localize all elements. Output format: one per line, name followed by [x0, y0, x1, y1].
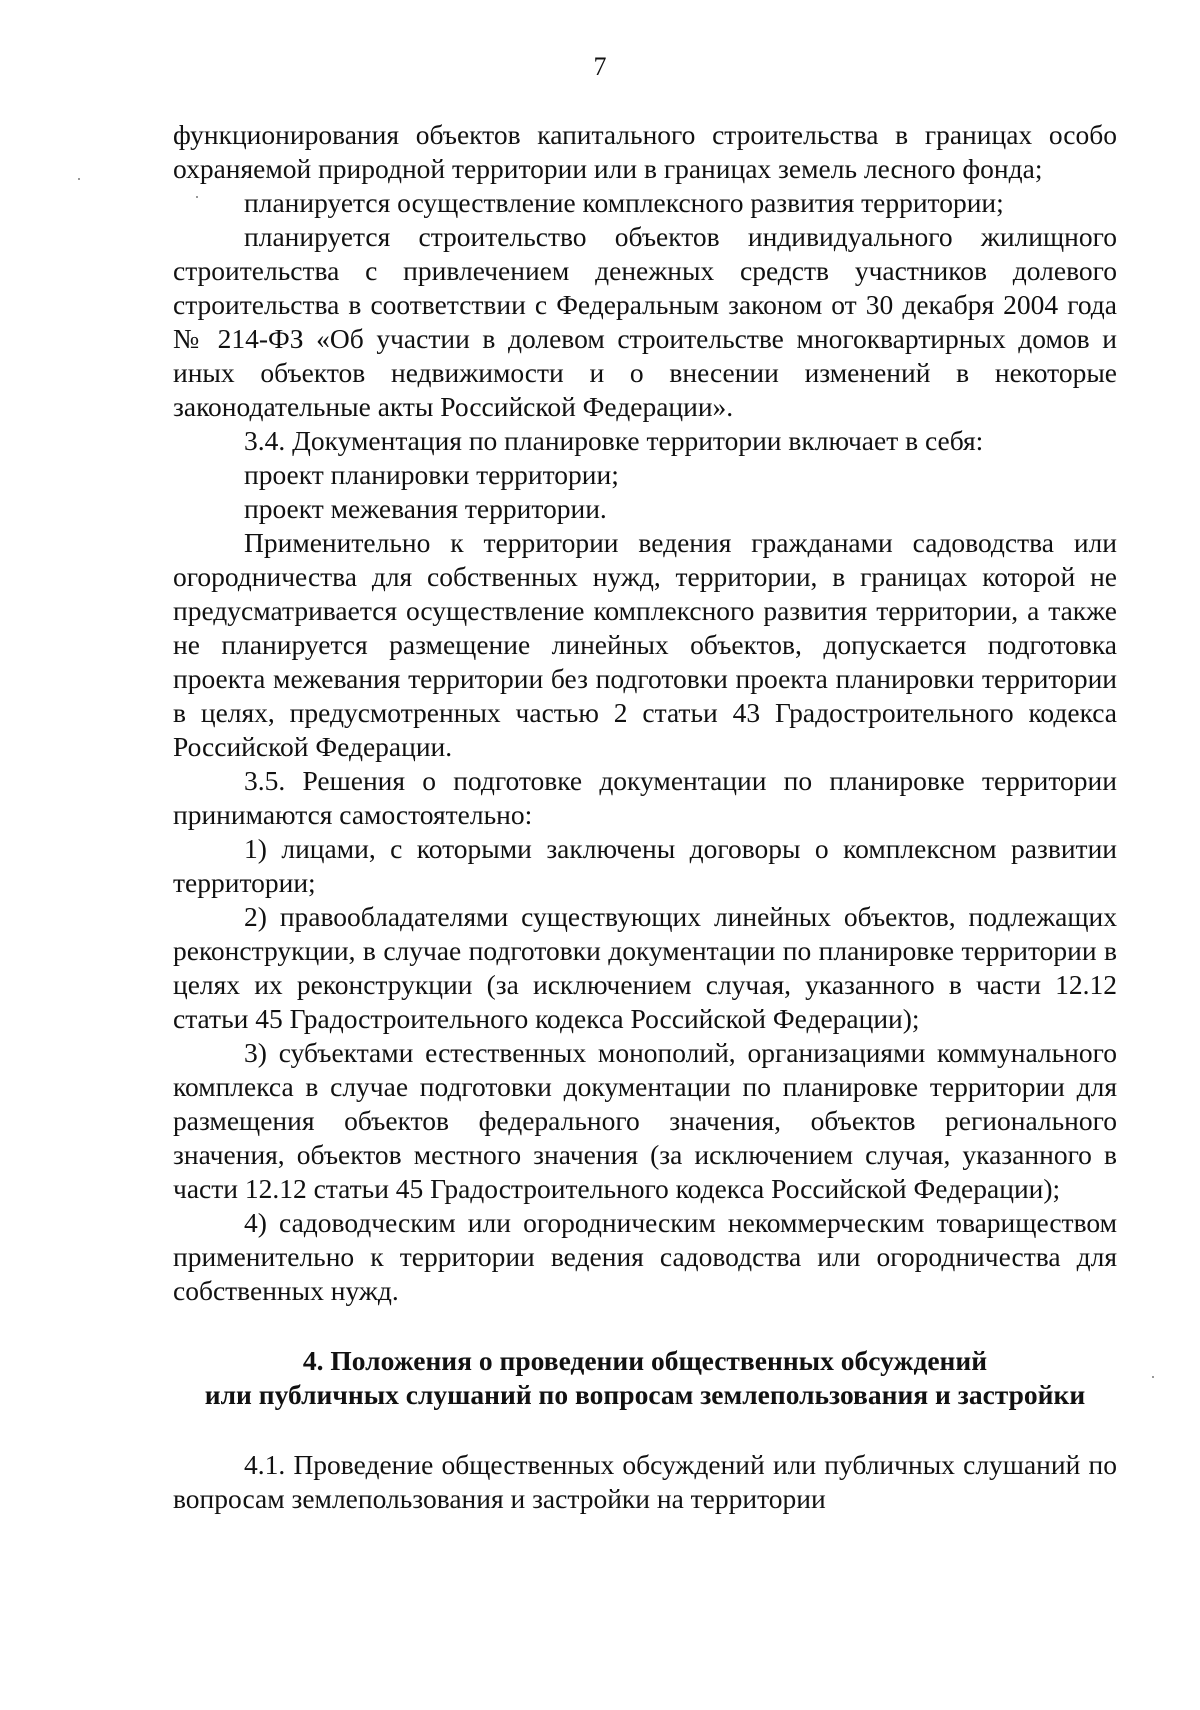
list-item: 4) садоводческим или огородническим некоммерческим товариществом применительно к территории ведения садоводства или огородничества для собственных нужд. — [173, 1207, 1117, 1306]
paragraph: 3.5. Решения о подготовке документации по планировке территории принимаются самостоятельно: — [173, 765, 1117, 830]
paragraph: 4.1. Проведение общественных обсуждений или публичных слушаний по вопросам землепользования и застройки на территории — [173, 1449, 1117, 1514]
list-item: 3) субъектами естественных монополий, организациями коммунального комплекса в случае подготовки документации по планировке территории для размещения объектов федерального значения, объектов регионального значения, объектов местного значения (за исключением случая, указанного в части 12.12 статьи 45 Градостроительного кодекса Российской Федерации); — [173, 1037, 1117, 1204]
paragraph: проект межевания территории. — [244, 493, 607, 524]
paragraph: проект планировки территории; — [244, 459, 619, 490]
paragraph: 3.4. Документация по планировке территории включает в себя: — [244, 425, 984, 456]
paragraph: планируется строительство объектов индивидуального жилищного строительства с привлечением денежных средств участников долевого строительства в соответствии с Федеральным законом от 30 декабря 2004 года № 214-ФЗ «Об участии в долевом строительстве многоквартирных домов и иных объектов недвижимости и о внесении изменений в некоторые законодательные акты Российской Федерации». — [173, 221, 1117, 422]
paragraph: Применительно к территории ведения гражданами садоводства или огородничества для собственных нужд, территории, в границах которой не предусматривается осуществление комплексного развития территории, а также не планируется размещение линейных объектов, допускается подготовка проекта межевания территории без подготовки проекта планировки территории в целях, предусмотренных частью 2 статьи 43 Градостроительного кодекса Российской Федерации. — [173, 527, 1117, 762]
section-heading-line: 4. Положения о проведении общественных обсуждений — [302, 1345, 988, 1376]
paragraph: планируется осуществление комплексного развития территории; — [244, 187, 1004, 218]
section-heading-line: или публичных слушаний по вопросам землепользования и застройки — [204, 1379, 1086, 1410]
scan-speck — [1152, 1376, 1154, 1378]
scan-speck — [78, 178, 80, 180]
list-item: 2) правообладателями существующих линейных объектов, подлежащих реконструкции, в случае подготовки документации по планировке территории в целях их реконструкции (за исключением случая, указанного в части 12.12 статьи 45 Градостроительного кодекса Российской Федерации); — [173, 901, 1117, 1034]
document-body — [173, 118, 1117, 1516]
list-item: 1) лицами, с которыми заключены договоры о комплексном развитии территории; — [173, 833, 1117, 898]
paragraph: функционирования объектов капитального строительства в границах особо охраняемой природной территории или в границах земель лесного фонда; — [173, 119, 1117, 184]
page-number: 7 — [593, 52, 607, 81]
